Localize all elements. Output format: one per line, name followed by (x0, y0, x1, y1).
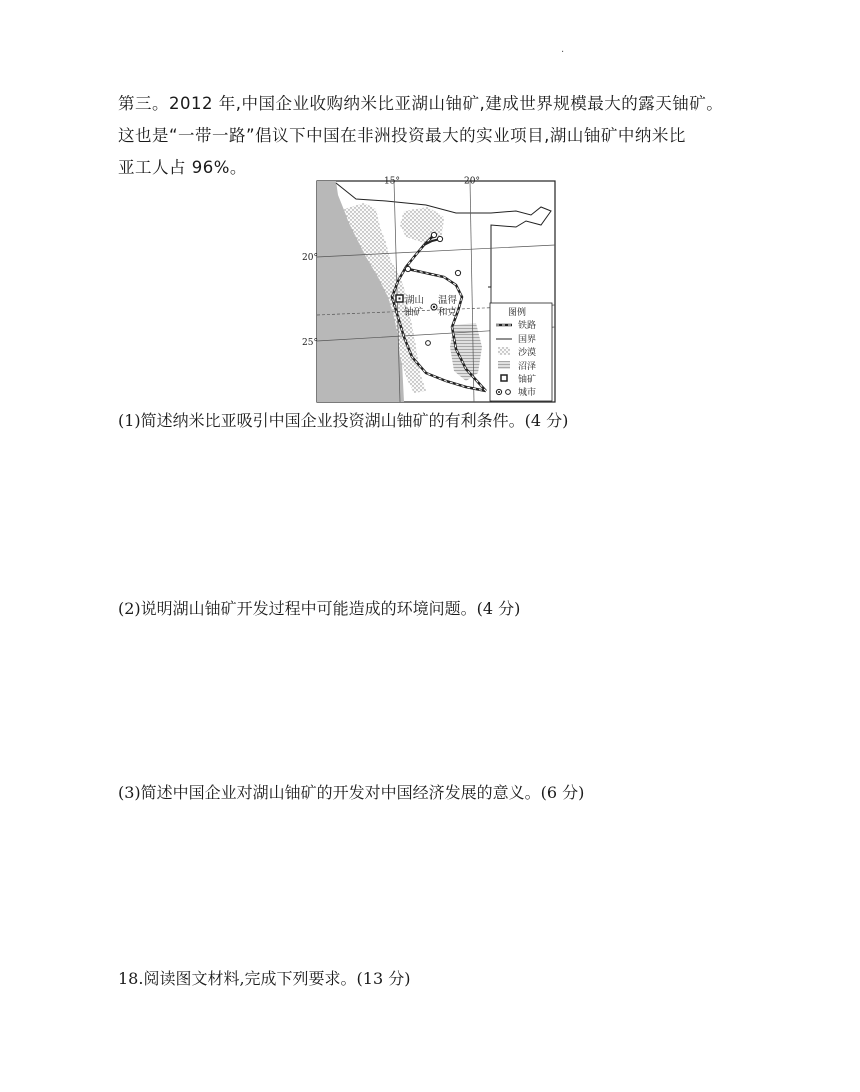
legend-city-swatch (506, 390, 511, 395)
mine-label-2: 铀矿 (404, 307, 424, 318)
legend-desert-label: 沙漠 (518, 348, 537, 358)
legend-city-label: 城市 (518, 388, 537, 398)
legend-swamp-label: 沼泽 (518, 362, 537, 372)
namibia-map (302, 176, 556, 403)
lat-label-25: 25° (302, 338, 318, 348)
question-2: (2)说明湖山铀矿开发过程中可能造成的环境问题。(4 分) (118, 599, 521, 618)
city-marker (455, 270, 460, 275)
capital-marker-inner (433, 306, 435, 308)
legend-title: 图例 (508, 308, 527, 318)
city-marker (426, 341, 431, 346)
legend-border-label: 国界 (518, 335, 537, 345)
legend-railway-label: 铁路 (518, 321, 537, 331)
lon-label-15: 15° (384, 176, 400, 187)
legend-desert-swatch (498, 347, 510, 355)
intro-line-1: 第三。2012 年,中国企业收购纳米比亚湖山铀矿,建成世界规模最大的露天铀矿。 (118, 94, 724, 113)
uranium-mine-marker-inner (399, 298, 401, 300)
mine-label-1: 湖山 (405, 295, 425, 306)
question-3: (3)简述中国企业对湖山铀矿的开发对中国经济发展的意义。(6 分) (118, 783, 585, 802)
legend-mine-label: 铀矿 (518, 375, 537, 385)
legend-capital-swatch-inner (498, 391, 500, 393)
lat-label-20: 20° (302, 253, 318, 263)
legend-swamp-swatch (498, 361, 510, 369)
legend-mine-swatch (501, 375, 507, 381)
header-dot: . (561, 44, 565, 55)
city-marker (437, 236, 442, 241)
city-label-1: 温得 (438, 295, 458, 306)
city-label-2: 和克 (438, 307, 458, 318)
question-1: (1)简述纳米比亚吸引中国企业投资湖山铀矿的有利条件。(4 分) (118, 411, 569, 430)
city-marker (431, 232, 436, 237)
question-18: 18.阅读图文材料,完成下列要求。(13 分) (118, 969, 411, 988)
intro-line-3: 亚工人占 96%。 (118, 158, 247, 177)
intro-line-2: 这也是“一带一路”倡议下中国在非洲投资最大的实业项目,湖山铀矿中纳米比 (118, 126, 686, 145)
intro-paragraph (118, 88, 758, 184)
city-marker (405, 266, 410, 271)
map-legend (490, 303, 552, 401)
lon-label-20: 20° (464, 176, 480, 187)
